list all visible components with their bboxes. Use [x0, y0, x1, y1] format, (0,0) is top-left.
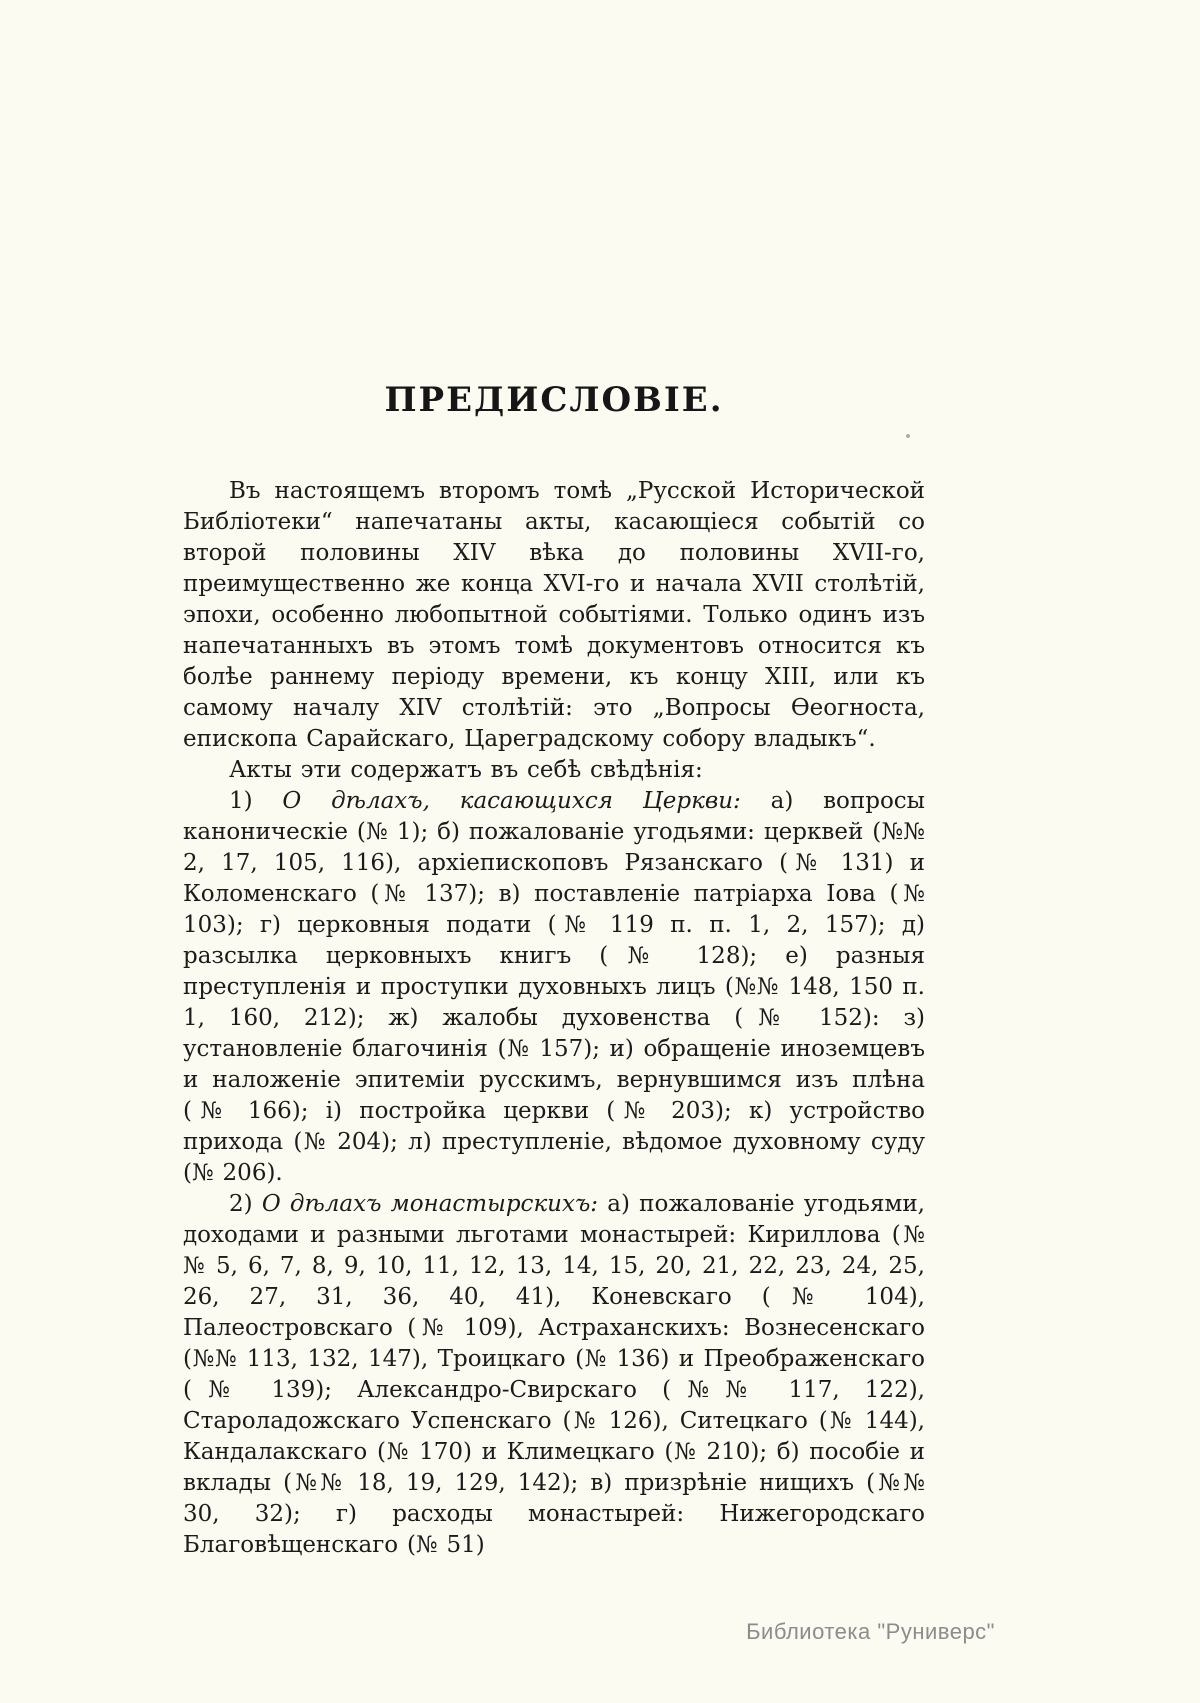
section-paragraph-monasteries [183, 1189, 925, 1561]
section-heading: О дѣлахъ монастырскихъ: [261, 1191, 599, 1217]
watermark: Библиотека "Руниверс" [746, 1619, 995, 1644]
section-body: а) вопросы каноническіе (№ 1); б) пожалованіе угодьями: церквей (№№ 2, 17, 105, 116), архіепископовъ Рязанскаго (№ 131) и Коломенскаго (№ 137); в) поставленіе патріарха Іова (№ 103); г) церковныя подати (№ 119 п. п. 1, 2, 157); д) разсылка церковныхъ книгъ (№ 128); е) разныя преступленія и проступки духовныхъ лицъ (№№ 148, 150 п. 1, 160, 212); ж) жалобы духовенства (№ 152): з) установленіе благочинія (№ 157); и) обращеніе иноземцевъ и наложеніе эпитеміи русскимъ, вернувшимся изъ плѣна (№ 166); і) постройка церкви (№ 203); к) устройство прихода (№ 204); л) преступленіе, вѣдомое духовному суду (№ 206). [183, 788, 925, 1186]
section-heading: О дѣлахъ, касающихся Церкви: [282, 788, 741, 814]
text-block [183, 380, 925, 1561]
scan-speck [906, 434, 910, 438]
intro-paragraph: Въ настоящемъ второмъ томѣ „Русской Исторической Библіотеки“ напечатаны акты, касающіеся событій со второй половины XIV вѣка до половины XVII-го, преимущественно же конца XVI-го и начала XVII столѣтій, эпохи, особенно любопытной событіями. Только одинъ изъ напечатанныхъ въ этомъ томѣ документовъ относится къ болѣе раннему періоду времени, къ концу XIII, или къ самому началу XIV столѣтій: это „Вопросы Ѳеогноста, епископа Сарайскаго, Цареградскому собору владыкъ“. [183, 478, 925, 752]
lead-in-paragraph: Акты эти содержатъ въ себѣ свѣдѣнія: [229, 757, 703, 783]
section-number: 1) [229, 788, 283, 814]
section-paragraph-church [183, 786, 925, 1189]
page-title: ПРЕДИСЛОВІЕ. [384, 380, 724, 420]
section-number: 2) [229, 1191, 262, 1217]
section-body: а) пожалованіе угодьями, доходами и разными льготами монастырей: Кириллова (№№ 5, 6, 7, 8, 9, 10, 11, 12, 13, 14, 15, 20, 21, 22, 23, 24, 25, 26, 27, 31, 36, 40, 41), Коневскаго (№ 104), Палеостровскаго (№ 109), Астраханскихъ: Вознесенскаго (№№ 113, 132, 147), Троицкаго (№ 136) и Преображенскаго (№ 139); Александро-Свирскаго (№№ 117, 122), Староладожскаго Успенскаго (№ 126), Ситецкаго (№ 144), Кандалакскаго (№ 170) и Климецкаго (№ 210); б) пособіе и вклады (№№ 18, 19, 129, 142); в) призрѣніе нищихъ (№№ 30, 32); г) расходы монастырей: Нижегородскаго Благовѣщенскаго (№ 51) [183, 1191, 925, 1558]
